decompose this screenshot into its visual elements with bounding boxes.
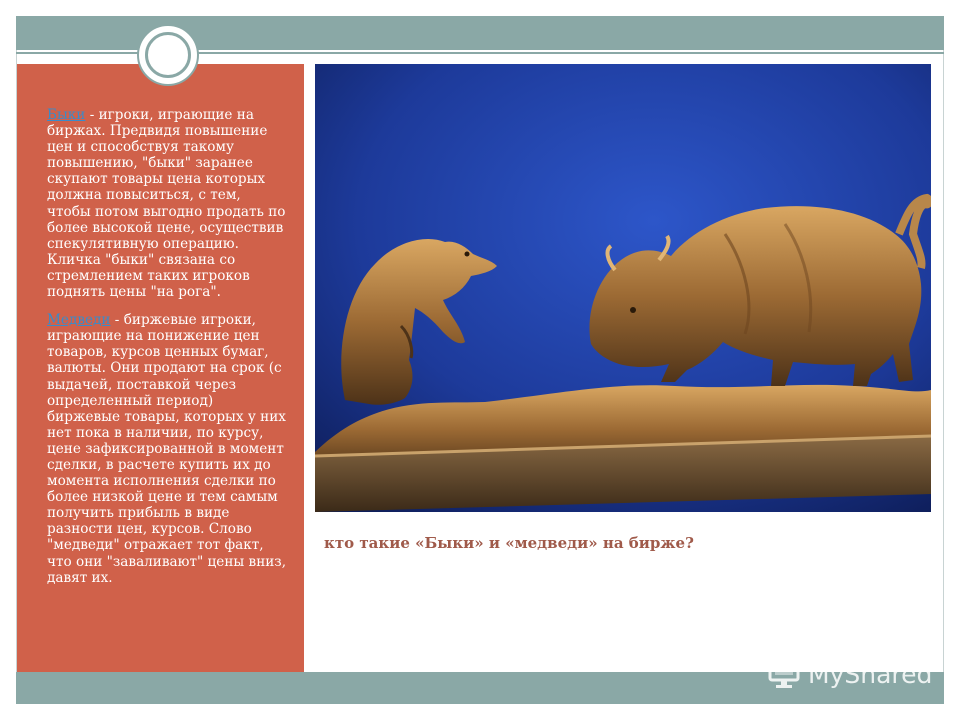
circle-ornament-icon — [137, 24, 199, 86]
bears-link[interactable]: Медведи — [47, 312, 111, 329]
bulls-definition: - игроки, играющие на биржах. Предвидя повышение цен и способствуя такому повышению, "быки" заранее скупают товары цена которых должна повыситься, с тем, чтобы потом выгодно продать по более высокой цене, осуществив спекулятивную операцию. Кличка "быки" связана со стремлением таких игроков поднять цены "на рога". — [47, 107, 286, 301]
sculpture-photo — [315, 64, 931, 512]
bears-paragraph — [47, 312, 287, 586]
definitions-text — [47, 107, 287, 598]
watermark-logo — [768, 656, 932, 692]
bulls-link[interactable]: Быки — [47, 107, 86, 123]
bulls-paragraph — [47, 107, 287, 300]
watermark-brand: MyShared — [808, 659, 933, 689]
slide-caption: кто такие «Быки» и «медведи» на бирже? — [324, 534, 694, 552]
monitor-icon — [768, 658, 802, 690]
bears-definition: - биржевые игроки, играющие на понижение цен товаров, курсов ценных бумаг, валюты. Они продают на срок (с выдачей, поставкой через определенный период) биржевые товары, которых у них нет пока в наличии, по курсу, цене зафиксированной в момент сделки, в расчете купить их до момента исполнения сделки по более низкой цене и тем самым получить прибыль в виде разности цен, курсов. Слово "медведи" отражает тот факт, что они "заваливают" цены вниз, давят их. — [47, 312, 287, 586]
